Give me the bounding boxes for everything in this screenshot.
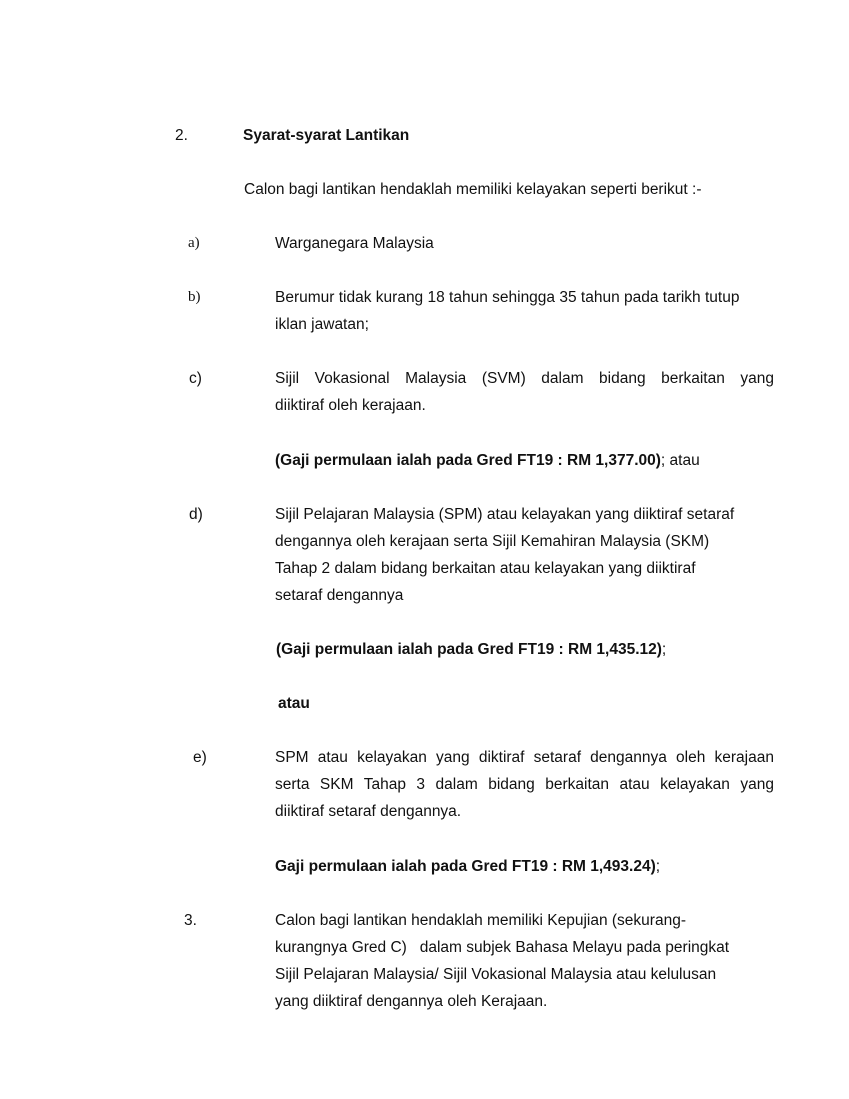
item-d-line: dengannya oleh kerajaan serta Sijil Kemahiran Malaysia (SKM) [275,533,710,550]
item-text-c [275,365,774,419]
salary-d [276,636,666,663]
item-text-d [275,501,774,609]
salary-e-amount: Gaji permulaan ialah pada Gred FT19 : RM 1,493.24) [275,858,656,875]
item-e-line: diiktiraf setaraf dengannya. [275,803,462,820]
section3-text [275,907,785,1015]
section3-line: kurangnya Gred C) dalam subjek Bahasa Melayu pada peringkat [275,939,730,956]
item-text-e [275,744,774,825]
salary-e-tail: ; [655,858,661,875]
item-label-d: d) [189,506,203,523]
item-b-line: Berumur tidak kurang 18 tahun sehingga 35 tahun pada tarikh tutup [275,289,740,306]
salary-c [275,447,700,474]
section3-line: Sijil Pelajaran Malaysia/ Sijil Vokasional Malaysia atau kelulusan [275,966,717,983]
item-e-line: serta SKM Tahap 3 dalam bidang berkaitan atau kelayakan yang [275,776,774,793]
item-label-a: a) [188,235,200,251]
section-heading: Syarat-syarat Lantikan [243,127,410,144]
section-number: 2. [175,127,188,144]
salary-d-amount: (Gaji permulaan ialah pada Gred FT19 : RM 1,435.12) [276,641,662,658]
item-d-line: Sijil Pelajaran Malaysia (SPM) atau kelayakan yang diiktiraf setaraf [275,506,735,523]
item-d-line: Tahap 2 dalam bidang berkaitan atau kelayakan yang diiktiraf [275,560,696,577]
item-c-line: diiktiraf oleh kerajaan. [275,397,426,414]
item-text-a: Warganegara Malaysia [275,235,434,252]
item-e-line: SPM atau kelayakan yang diktiraf setaraf dengannya oleh kerajaan [275,749,774,766]
salary-d-tail: ; [661,641,667,658]
section-intro: Calon bagi lantikan hendaklah memiliki kelayakan seperti berikut :- [244,181,702,198]
item-label-b: b) [188,289,201,305]
or-text: atau [278,695,310,712]
item-b-line: iklan jawatan; [275,316,369,333]
item-text-b [275,284,774,338]
item-c-line: Sijil Vokasional Malaysia (SVM) dalam bidang berkaitan yang [275,370,774,387]
item-label-c: c) [189,370,202,387]
salary-e [275,853,660,880]
item-label-e: e) [193,749,207,766]
item-d-line: setaraf dengannya [275,587,404,604]
section3-line: Calon bagi lantikan hendaklah memiliki Kepujian (sekurang- [275,912,686,929]
section3-number: 3. [184,912,197,929]
section3-line: yang diiktiraf dengannya oleh Kerajaan. [275,993,548,1010]
salary-c-tail: ; atau [660,452,700,469]
salary-c-amount: (Gaji permulaan ialah pada Gred FT19 : RM 1,377.00) [275,452,661,469]
